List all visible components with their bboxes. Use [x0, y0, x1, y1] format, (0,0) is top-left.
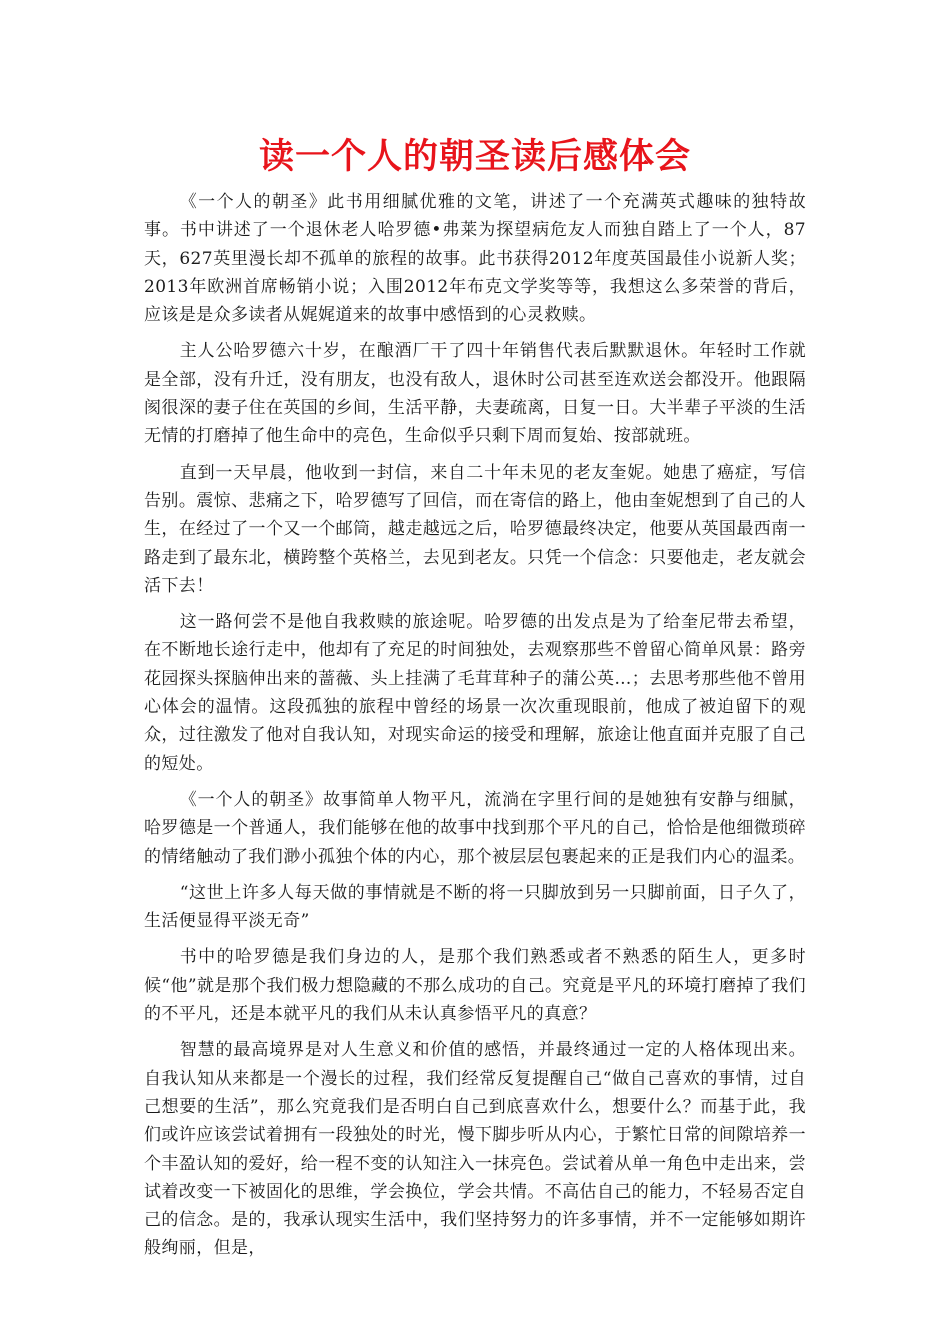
paragraph: 《一个人的朝圣》此书用细腻优雅的文笔，讲述了一个充满英式趣味的独特故事。书中讲述了一个退休老人哈罗德•弗莱为探望病危友人而独自踏上了一个人，87天，627英里漫长却不孤单的旅程的故事。此书获得2012年度英国最佳小说新人奖；2013年欧洲首席畅销小说；入围2012年布克文学奖等等，我想这么多荣誉的背后，应该是是众多读者从娓娓道来的故事中感悟到的心灵救赎。 — [144, 192, 806, 326]
paragraph: 主人公哈罗德六十岁，在酿酒厂干了四十年销售代表后默默退休。年轻时工作就是全部，没有升迁，没有朋友，也没有敌人，退休时公司甚至连欢送会都没开。他跟隔阂很深的妻子住在英国的乡间，生活平静，夫妻疏离，日复一日。大半辈子平淡的生活无情的打磨掉了他生命中的亮色，生命似乎只剩下周而复始、按部就班。 — [144, 341, 806, 447]
document-title: 读一个人的朝圣读后感体会 — [258, 136, 691, 177]
document-body — [144, 188, 806, 1271]
quote-paragraph: “这世上许多人每天做的事情就是不断的将一只脚放到另一只脚前面，日子久了，生活便显得平淡无奇” — [144, 882, 806, 932]
paragraph: 《一个人的朝圣》故事简单人物平凡，流淌在字里行间的是她独有安静与细腻，哈罗德是一个普通人，我们能够在他的故事中找到那个平凡的自己，恰恰是他细微琐碎的情绪触动了我们渺小孤独个体的内心，那个被层层包裹起来的正是我们内心的温柔。 — [144, 789, 806, 867]
paragraph: 这一路何尝不是他自我救赎的旅途呢。哈罗德的出发点是为了给奎尼带去希望，在不断地长途行走中，他却有了充足的时间独处，去观察那些不曾留心简单风景：路旁花园探头探脑伸出来的蔷薇、头上挂满了毛茸茸种子的蒲公英…；去思考那些他不曾用心体会的温情。这段孤独的旅程中曾经的场景一次次重现眼前，他成了被迫留下的观众，过往激发了他对自我认知，对现实命运的接受和理解，旅途让他直面并克服了自己的短处。 — [144, 612, 806, 774]
paragraph: 直到一天早晨，他收到一封信，来自二十年未见的老友奎妮。她患了癌症，写信告别。震惊、悲痛之下，哈罗德写了回信，而在寄信的路上，他由奎妮想到了自己的人生，在经过了一个又一个邮筒，越走越远之后，哈罗德最终决定，他要从英国最西南一路走到了最东北，横跨整个英格兰，去见到老友。只凭一个信念：只要他走，老友就会活下去！ — [144, 462, 806, 596]
paragraph: 智慧的最高境界是对人生意义和价值的感悟，并最终通过一定的人格体现出来。自我认知从来都是一个漫长的过程，我们经常反复提醒自己“做自己喜欢的事情，过自己想要的生活”，那么究竟我们是否明白自己到底喜欢什么，想要什么？而基于此，我们或许应该尝试着拥有一段独处的时光，慢下脚步听从内心，于繁忙日常的间隙培养一个丰盈认知的爱好，给一程不变的认知注入一抹亮色。尝试着从单一角色中走出来，尝试着改变一下被固化的思维，学会换位，学会共情。不高估自己的能力，不轻易否定自己的信念。是的，我承认现实生活中，我们坚持努力的许多事情，并不一定能够如期许般绚丽，但是， — [144, 1040, 806, 1259]
paragraph: 书中的哈罗德是我们身边的人，是那个我们熟悉或者不熟悉的陌生人，更多时候“他”就是那个我们极力想隐藏的不那么成功的自己。究竟是平凡的环境打磨掉了我们的不平凡，还是本就平凡的我们从未认真参悟平凡的真意？ — [144, 947, 806, 1025]
